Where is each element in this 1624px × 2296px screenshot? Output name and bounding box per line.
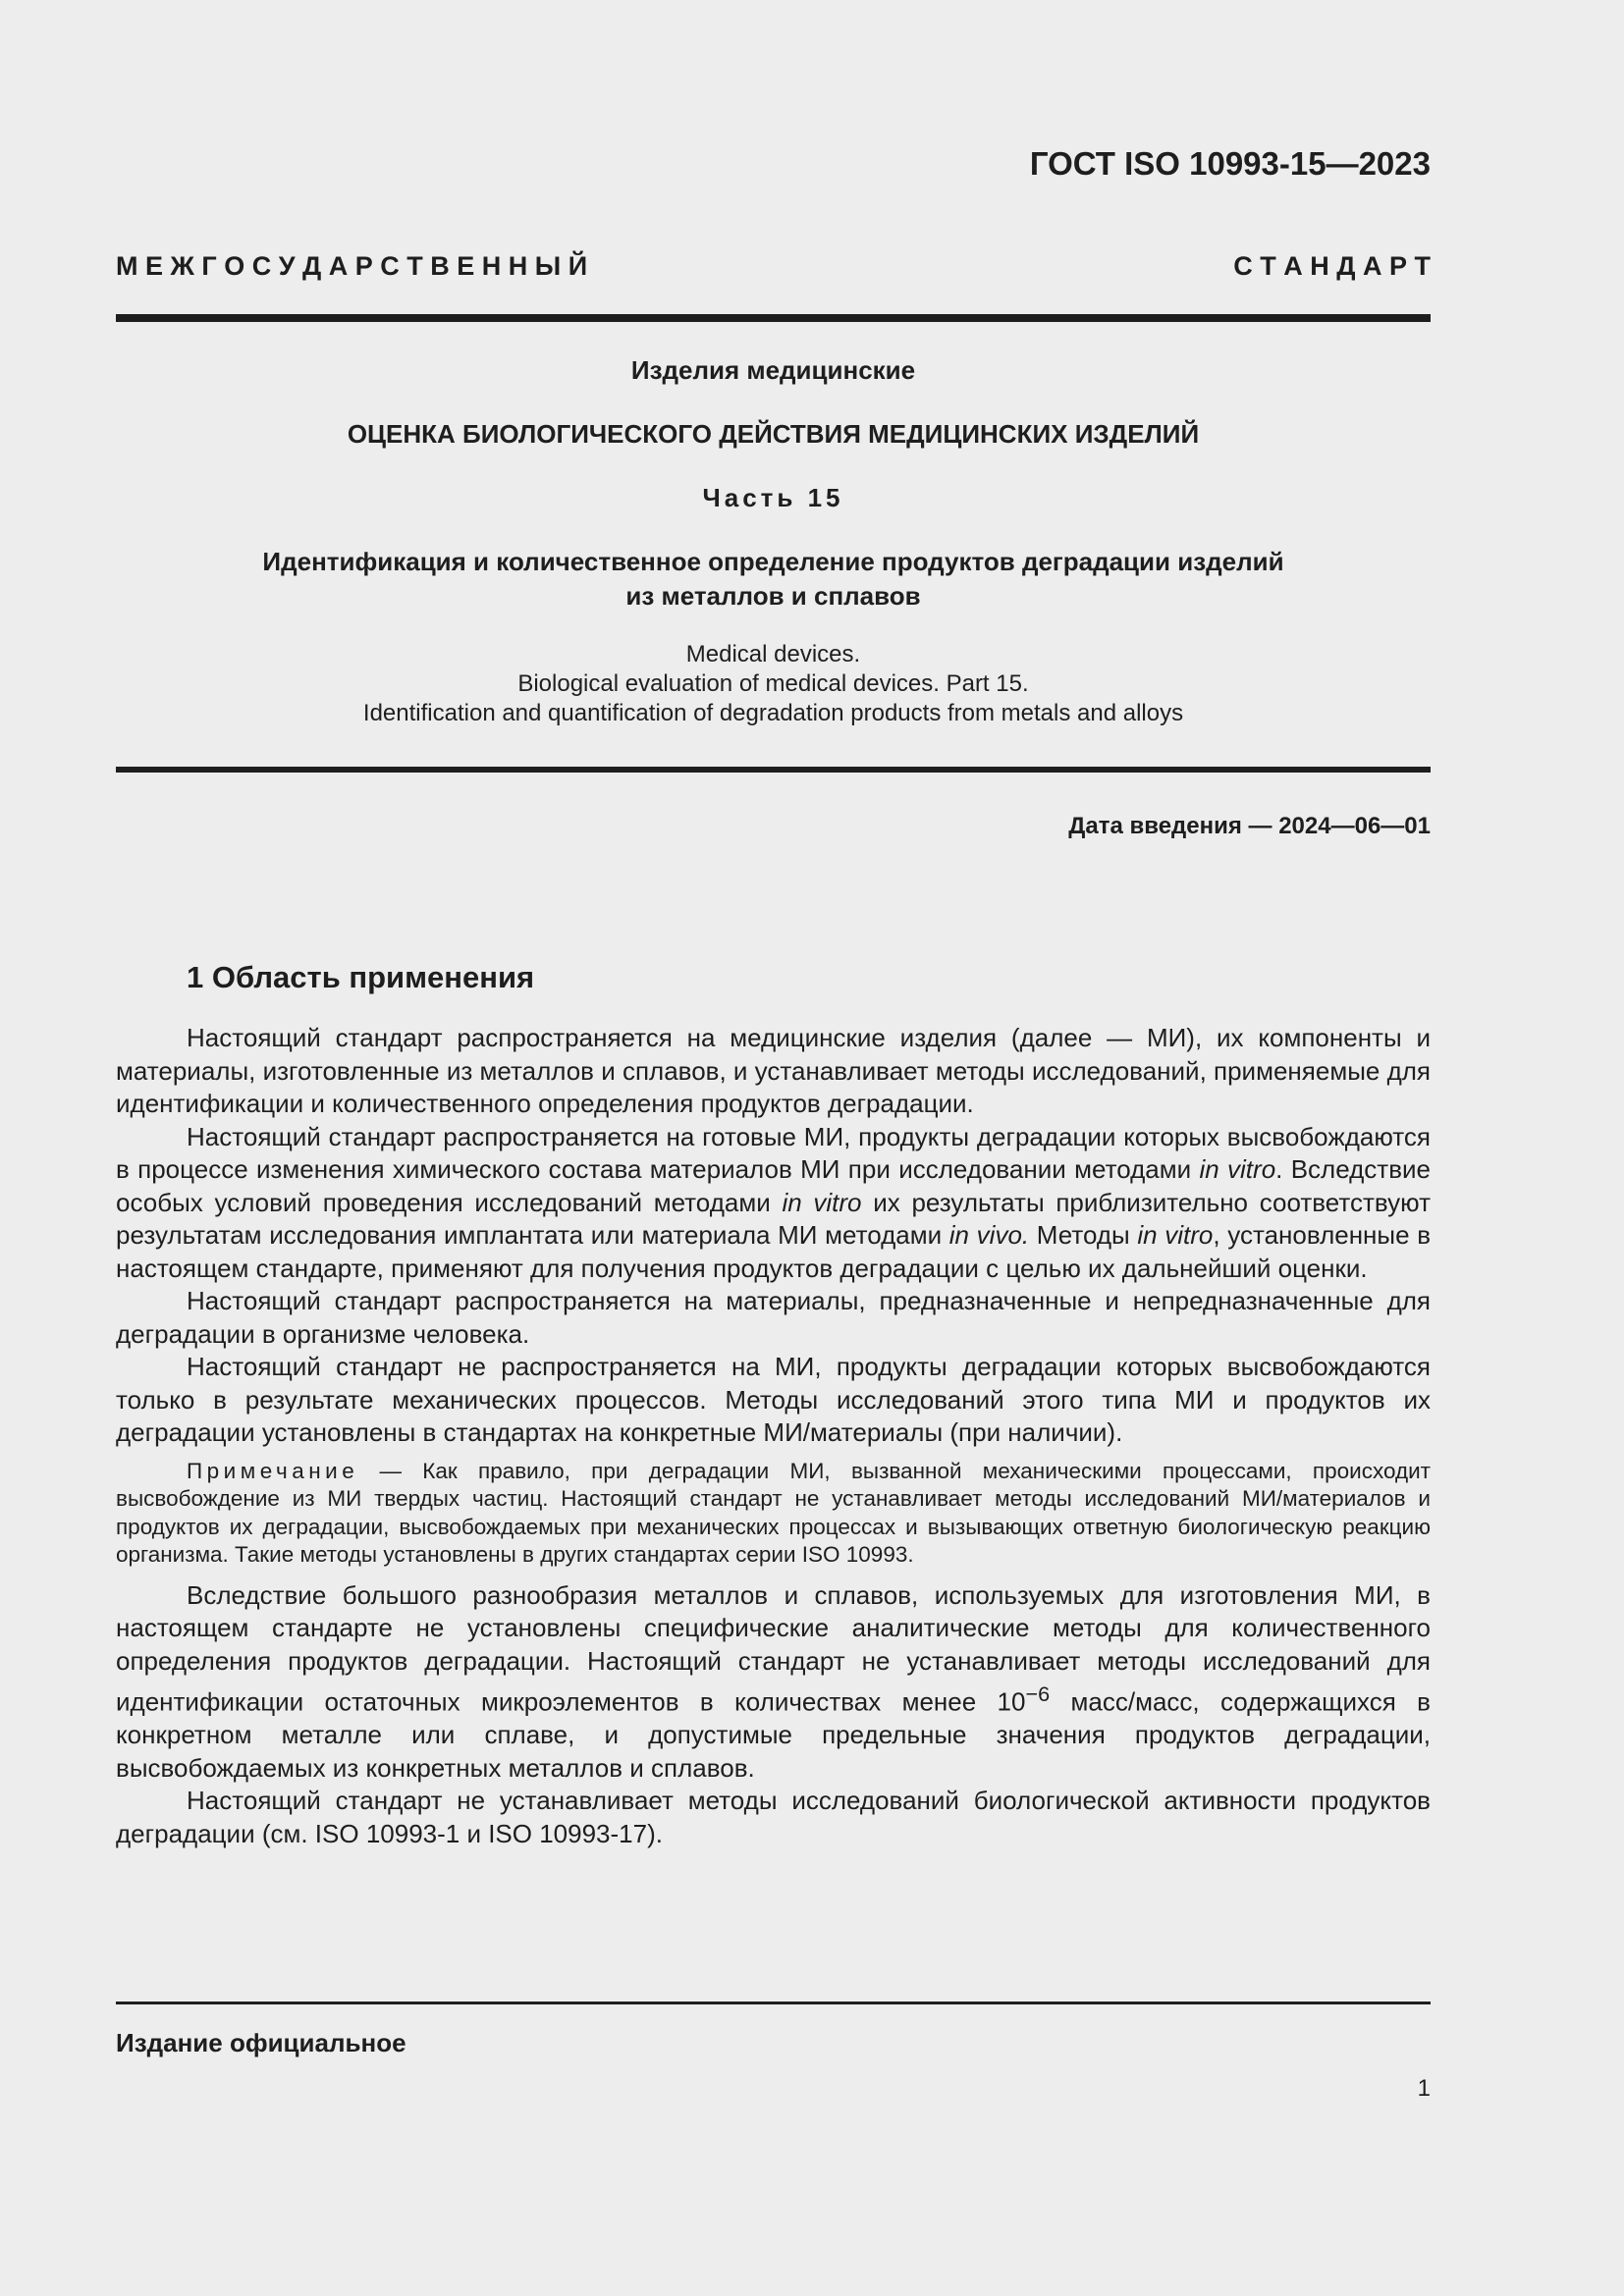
english-title-line-1: Medical devices. [685, 641, 861, 667]
top-rule [116, 314, 1431, 322]
note-text: Как правило, при деградации МИ, вызванной механическими процессами, происходит высвобождение из МИ твердых частиц. Настоящий стандарт не устанавливает методы исследований МИ/материалов и продуктов их деградации, высвобождаемых при механических процессах и вызывающих ответную биологическую реакцию организма. Такие методы установлены в других стандартах серии ISO 10993. [116, 1458, 1431, 1567]
paragraph-6: Настоящий стандарт не устанавливает методы исследований биологической активности продуктов деградации (см. ISO 10993-1 и ISO 10993-17). [116, 1786, 1431, 1848]
introduction-date: Дата введения — 2024—06—01 [1068, 813, 1431, 839]
document-number: ГОСТ ISO 10993-15—2023 [1029, 145, 1431, 182]
standard-type-word-2: С Т А Н Д А Р Т [1233, 251, 1431, 281]
standard-type [116, 251, 1431, 282]
section-heading: 1 Область применения [187, 960, 535, 994]
product-category: Изделия медицинские [630, 355, 916, 385]
paragraph-4: Настоящий стандарт не распространяется на МИ, продукты деградации которых высвобождаются только в результате механических процессов. Методы исследований этого типа МИ и продуктов их деградации установлены в стандартах на конкретные МИ/материалы (при наличии). [116, 1352, 1431, 1447]
part-label: Часть 15 [702, 483, 844, 512]
english-title-line-2: Biological evaluation of medical devices. Part 15. [517, 670, 1029, 697]
footer-rule [116, 2002, 1431, 2004]
subtitle-line-1: Идентификация и количественное определение продуктов деградации изделий [262, 547, 1284, 576]
paragraph-2: Настоящий стандарт распространяется на готовые МИ, продукты деградации которых высвобождаются в процессе изменения химического состава материалов МИ при исследовании методами in vitro. Вследствие особых условий проведения исследований методами in vitro их результаты приблизительно соответствуют результатам исследования имплантата или материала МИ методами in vivo. Методы in vitro, установленные в настоящем стандарте, применяют для получения продуктов деградации с целью их дальнейший оценки. [116, 1121, 1432, 1283]
title-bottom-rule [116, 767, 1431, 773]
subtitle-line-2: из металлов и сплавов [625, 581, 921, 611]
note: Примечание — Как правило, при деградации МИ, вызванной механическими процессами, происходит высвобождение из МИ твердых частиц. Настоящий стандарт не устанавливает методы исследований МИ/материалов и продуктов их деградации, высвобождаемых при механических процессах и вызывающих ответную биологическую реакцию организма. Такие методы установлены в других стандартах серии ISO 10993. [116, 1458, 1431, 1567]
official-edition: Издание официальное [116, 2028, 406, 2057]
note-label: Примечание [187, 1458, 359, 1483]
standard-type-word-1: М Е Ж Г О С У Д А Р С Т В Е Н Н Ы Й [116, 251, 588, 281]
paragraph-5: Вследствие большого разнообразия металлов и сплавов, используемых для изготовления МИ, в настоящем стандарте не установлены специфические аналитические методы для количественного определения продуктов деградации. Настоящий стандарт не устанавливает методы исследований для идентификации остаточных микроэлементов в количествах менее $10^{-6}$ масс/масс, содержащихся в конкретном металле или сплаве, и допустимые предельные значения продуктов деградации, высвобождаемых из конкретных металлов и сплавов. [116, 1579, 1431, 1783]
page-number: 1 [1417, 2075, 1431, 2102]
english-title-line-3: Identification and quantification of degradation products from metals and alloys [362, 700, 1184, 726]
paragraph-1: Настоящий стандарт распространяется на медицинские изделия (далее — МИ), их компоненты и материалы, изготовленные из металлов и сплавов, и устанавливает методы исследований, применяемые для идентификации и количественного определения продуктов деградации. [116, 1023, 1431, 1118]
paragraph-3: Настоящий стандарт распространяется на материалы, предназначенные и непредназначенные для деградации в организме человека. [116, 1286, 1431, 1349]
document-page [116, 0, 1431, 2296]
section-body [116, 1022, 1431, 1850]
main-title: ОЦЕНКА БИОЛОГИЧЕСКОГО ДЕЙСТВИЯ МЕДИЦИНСКИХ ИЗДЕЛИЙ [347, 419, 1200, 449]
